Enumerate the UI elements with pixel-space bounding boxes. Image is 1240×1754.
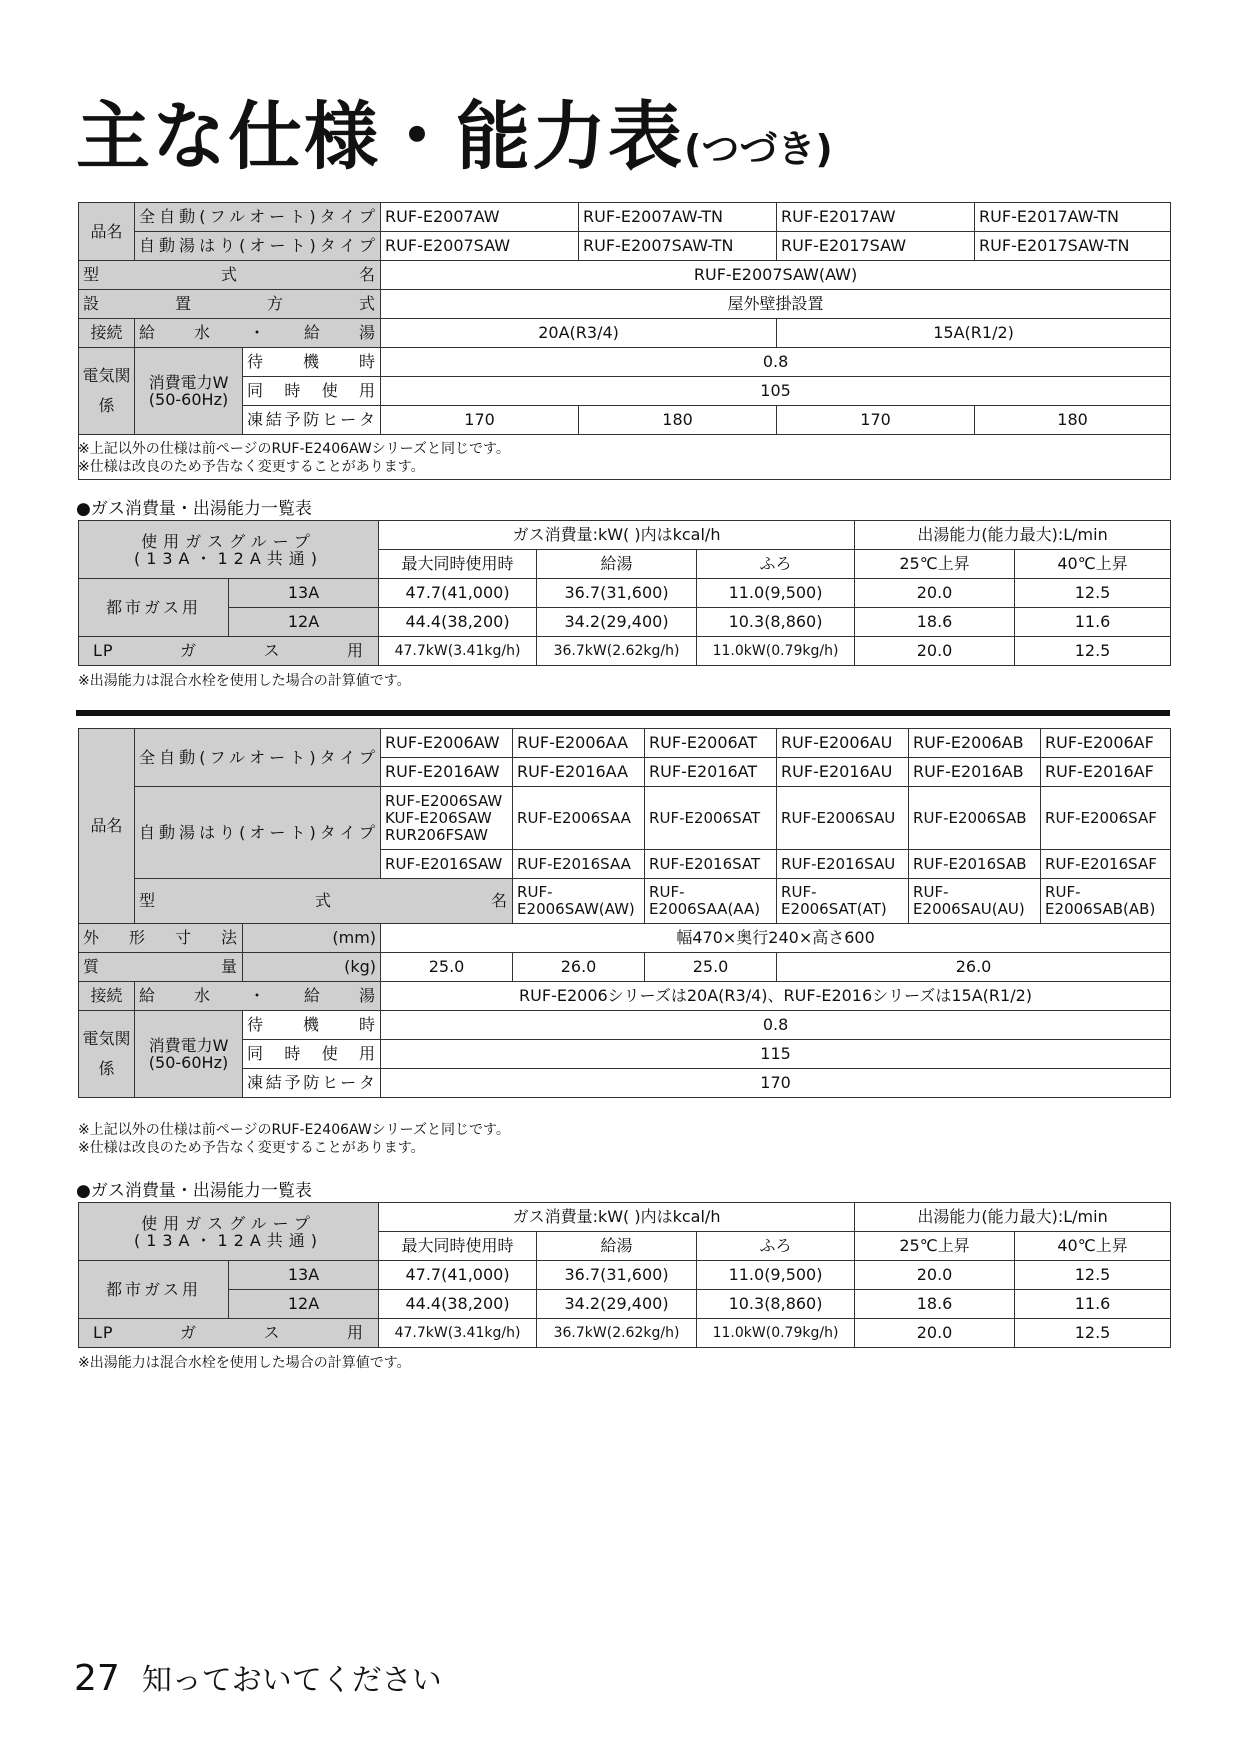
model-cell: RUF-E2016SAA	[513, 850, 645, 879]
toketsu-value: 170	[381, 1069, 1171, 1098]
katashiki-line: RUF-	[517, 883, 553, 901]
full-auto-label: 全自動(フルオート)タイプ	[135, 203, 381, 232]
consumption-header: ガス消費量:kW( )内はkcal/h	[379, 1203, 855, 1232]
taiki-value: 0.8	[381, 1011, 1171, 1040]
katashiki-label: 型式名	[79, 261, 381, 290]
doji-label: 同時使用	[243, 1040, 381, 1069]
taiki-value: 0.8	[381, 348, 1171, 377]
gas-note: ※出湯能力は混合水栓を使用した場合の計算値です。	[78, 673, 411, 689]
gas-value: 47.7(41,000)	[379, 1261, 537, 1290]
gas-type-label: 13A	[229, 1261, 379, 1290]
gas-table-2	[78, 1202, 1171, 1348]
note-line: ※上記以外の仕様は前ページのRUF-E2406AWシリーズと同じです。	[78, 1122, 510, 1138]
gas-value: 20.0	[855, 637, 1015, 666]
auto-label: 自動湯はり(オート)タイプ	[135, 787, 381, 879]
gas-value: 11.6	[1015, 608, 1171, 637]
section-divider	[76, 710, 1170, 716]
gas-group-line2: (13A・12A共通)	[133, 548, 324, 568]
kyusui-value: 20A(R3/4)	[381, 319, 777, 348]
model-cell: RUF-E2016SAF	[1041, 850, 1171, 879]
shohi-text: 消費電力W	[148, 1036, 229, 1055]
gas-group-line1: 使用ガスグループ	[141, 1213, 316, 1233]
setchi-label: 設置方式	[79, 290, 381, 319]
gas-value: 10.3(8,860)	[697, 1290, 855, 1319]
katashiki-value	[909, 879, 1041, 924]
model-cell: RUF-E2017SAW-TN	[975, 232, 1171, 261]
footer-text: 知っておいてください	[141, 1663, 442, 1698]
setsuzoku-label: 接続	[79, 982, 135, 1011]
city-gas-label: 都市ガス用	[79, 1261, 229, 1319]
model-cell: RUF-E2007SAW-TN	[579, 232, 777, 261]
note-line: ※仕様は改良のため予告なく変更することがあります。	[78, 1140, 425, 1156]
model-cell: RUF-E2007AW	[381, 203, 579, 232]
gas-group-line2: (13A・12A共通)	[133, 1230, 324, 1250]
gas-value: 36.7(31,600)	[537, 579, 697, 608]
katashiki-line: RUF-	[1045, 883, 1081, 901]
katashiki-line: RUF-	[649, 883, 685, 901]
gas-value: 11.0kW(0.79kg/h)	[697, 637, 855, 666]
model-cell: RUF-E2006SAF	[1041, 787, 1171, 850]
taiki-label: 待機時	[243, 1011, 381, 1040]
sub-header: ふろ	[697, 1232, 855, 1261]
gaikei-label: 外形寸法	[79, 924, 243, 953]
page-title-sub: (つづき)	[684, 127, 833, 171]
model-cell: RUF-E2016SAU	[777, 850, 909, 879]
gas-type-label: 12A	[229, 1290, 379, 1319]
katashiki-line: RUF-	[913, 883, 949, 901]
gas-value: 47.7kW(3.41kg/h)	[379, 637, 537, 666]
katashiki-line: E2006SAT(AT)	[781, 900, 887, 918]
page-title	[76, 78, 833, 184]
model-cell: RUF-E2006AW	[381, 729, 513, 758]
gas-value: 10.3(8,860)	[697, 608, 855, 637]
toketsu-value: 180	[579, 406, 777, 435]
model-cell: RUF-E2017AW	[777, 203, 975, 232]
setchi-value: 屋外壁掛設置	[381, 290, 1171, 319]
kyusui-value: RUF-E2006シリーズは20A(R3/4)、RUF-E2016シリーズは15A(R1/2)	[381, 982, 1171, 1011]
hinmei-label: 品名	[79, 729, 135, 924]
sub-header: 40℃上昇	[1015, 1232, 1171, 1261]
sub-header: 25℃上昇	[855, 550, 1015, 579]
shohi-text: 消費電力W	[148, 373, 229, 392]
shohi-label	[135, 348, 243, 435]
toketsu-value: 170	[777, 406, 975, 435]
model-cell: RUF-E2016AF	[1041, 758, 1171, 787]
katashiki-line: E2006SAA(AA)	[649, 900, 761, 918]
hz-text: (50-60Hz)	[148, 1053, 229, 1072]
sub-header: 25℃上昇	[855, 1232, 1015, 1261]
gas-type-label: 13A	[229, 579, 379, 608]
gas-group-label	[79, 521, 379, 579]
katashiki-label: 型式名	[135, 879, 513, 924]
katashiki-value	[777, 879, 909, 924]
kyusui-value: 15A(R1/2)	[777, 319, 1171, 348]
model-cell: RUF-E2016AA	[513, 758, 645, 787]
gaikei-value: 幅470×奥行240×高さ600	[381, 924, 1171, 953]
model-cell: RUF-E2006AA	[513, 729, 645, 758]
model-cell: RUF-E2006AU	[777, 729, 909, 758]
katashiki-line: E2006SAU(AU)	[913, 900, 1025, 918]
doji-label: 同時使用	[243, 377, 381, 406]
model-cell: RUF-E2007AW-TN	[579, 203, 777, 232]
gas-value: 20.0	[855, 1319, 1015, 1348]
full-auto-label: 全自動(フルオート)タイプ	[135, 729, 381, 787]
katashiki-line: RUF-	[781, 883, 817, 901]
gas-type-label: 12A	[229, 608, 379, 637]
gas-value: 11.6	[1015, 1290, 1171, 1319]
taiki-label: 待機時	[243, 348, 381, 377]
model-cell: RUF-E2006SAA	[513, 787, 645, 850]
hz-text: (50-60Hz)	[148, 390, 229, 409]
model-cell: RUF-E2006AF	[1041, 729, 1171, 758]
gas-value: 12.5	[1015, 579, 1171, 608]
gas-note: ※出湯能力は混合水栓を使用した場合の計算値です。	[78, 1355, 411, 1371]
model-line: RUR206FSAW	[385, 825, 488, 844]
gas-section-title: ●ガス消費量・出湯能力一覧表	[76, 1181, 312, 1201]
katashiki-line: E2006SAB(AB)	[1045, 900, 1156, 918]
spec-table-1	[78, 202, 1171, 480]
gas-value: 11.0(9,500)	[697, 579, 855, 608]
gas-value: 47.7kW(3.41kg/h)	[379, 1319, 537, 1348]
katashiki-value	[1041, 879, 1171, 924]
gas-value: 36.7(31,600)	[537, 1261, 697, 1290]
lp-gas-label: LPガス用	[79, 1319, 379, 1348]
shitsuryo-value: 26.0	[513, 953, 645, 982]
sub-header: 40℃上昇	[1015, 550, 1171, 579]
gas-section-title: ●ガス消費量・出湯能力一覧表	[76, 499, 312, 519]
capacity-header: 出湯能力(能力最大):L/min	[855, 1203, 1171, 1232]
gas-value: 12.5	[1015, 637, 1171, 666]
note-line: ※仕様は改良のため予告なく変更することがあります。	[78, 459, 425, 475]
model-cell: RUF-E2006SAU	[777, 787, 909, 850]
sub-header: 給湯	[537, 550, 697, 579]
setsuzoku-label: 接続	[79, 319, 135, 348]
gas-value: 36.7kW(2.62kg/h)	[537, 637, 697, 666]
sub-header: 最大同時使用時	[379, 1232, 537, 1261]
spec-table-2	[78, 728, 1171, 1098]
model-cell: RUF-E2007SAW	[381, 232, 579, 261]
shohi-label	[135, 1011, 243, 1098]
gas-group-label	[79, 1203, 379, 1261]
note-line: ※上記以外の仕様は前ページのRUF-E2406AWシリーズと同じです。	[78, 441, 510, 457]
gas-table-1	[78, 520, 1171, 666]
toketsu-value: 170	[381, 406, 579, 435]
gas-value: 20.0	[855, 1261, 1015, 1290]
model-cell: RUF-E2016AU	[777, 758, 909, 787]
page-number: 27	[74, 1658, 120, 1699]
kyusui-label: 給水・給湯	[135, 982, 381, 1011]
toketsu-label: 凍結予防ヒータ	[243, 1069, 381, 1098]
gas-value: 47.7(41,000)	[379, 579, 537, 608]
model-line: RUF-E2006SAW	[385, 791, 503, 810]
katashiki-value	[645, 879, 777, 924]
gas-value: 20.0	[855, 579, 1015, 608]
katashiki-value: RUF-E2007SAW(AW)	[381, 261, 1171, 290]
gas-value: 12.5	[1015, 1319, 1171, 1348]
model-cell: RUF-E2016AB	[909, 758, 1041, 787]
model-cell: RUF-E2017AW-TN	[975, 203, 1171, 232]
gas-value: 12.5	[1015, 1261, 1171, 1290]
gas-value: 36.7kW(2.62kg/h)	[537, 1319, 697, 1348]
lp-gas-label: LPガス用	[79, 637, 379, 666]
shitsuryo-value: 25.0	[381, 953, 513, 982]
model-cell: RUF-E2006SAB	[909, 787, 1041, 850]
auto-label: 自動湯はり(オート)タイプ	[135, 232, 381, 261]
gas-value: 11.0kW(0.79kg/h)	[697, 1319, 855, 1348]
gas-value: 34.2(29,400)	[537, 1290, 697, 1319]
model-cell: RUF-E2016SAB	[909, 850, 1041, 879]
page-title-main: 主な仕様・能力表	[76, 94, 684, 180]
gas-value: 44.4(38,200)	[379, 608, 537, 637]
shitsuryo-value: 25.0	[645, 953, 777, 982]
katashiki-line: E2006SAW(AW)	[517, 900, 635, 918]
model-cell: RUF-E2017SAW	[777, 232, 975, 261]
shitsuryo-label: 質量	[79, 953, 243, 982]
kyusui-label: 給水・給湯	[135, 319, 381, 348]
model-cell: RUF-E2016SAT	[645, 850, 777, 879]
gas-value: 34.2(29,400)	[537, 608, 697, 637]
denki-label: 電気関係	[79, 348, 135, 435]
model-cell: RUF-E2006AB	[909, 729, 1041, 758]
model-cell: RUF-E2016SAW	[381, 850, 513, 879]
toketsu-label: 凍結予防ヒータ	[243, 406, 381, 435]
city-gas-label: 都市ガス用	[79, 579, 229, 637]
gas-value: 18.6	[855, 1290, 1015, 1319]
consumption-header: ガス消費量:kW( )内はkcal/h	[379, 521, 855, 550]
shitsuryo-value: 26.0	[777, 953, 1171, 982]
model-cell: RUF-E2006SAT	[645, 787, 777, 850]
toketsu-value: 180	[975, 406, 1171, 435]
doji-value: 115	[381, 1040, 1171, 1069]
katashiki-value	[513, 879, 645, 924]
denki-label: 電気関係	[79, 1011, 135, 1098]
model-cell: RUF-E2016AW	[381, 758, 513, 787]
sub-header: 給湯	[537, 1232, 697, 1261]
doji-value: 105	[381, 377, 1171, 406]
gas-group-line1: 使用ガスグループ	[141, 531, 316, 551]
shitsuryo-unit: (kg)	[243, 953, 381, 982]
model-cell-multi	[381, 787, 513, 850]
gas-value: 11.0(9,500)	[697, 1261, 855, 1290]
gas-value: 18.6	[855, 608, 1015, 637]
model-line: KUF-E206SAW	[385, 808, 492, 827]
model-cell: RUF-E2016AT	[645, 758, 777, 787]
page-footer	[74, 1655, 442, 1699]
sub-header: ふろ	[697, 550, 855, 579]
model-cell: RUF-E2006AT	[645, 729, 777, 758]
capacity-header: 出湯能力(能力最大):L/min	[855, 521, 1171, 550]
hinmei-label: 品名	[79, 203, 135, 261]
gaikei-unit: (mm)	[243, 924, 381, 953]
gas-value: 44.4(38,200)	[379, 1290, 537, 1319]
sub-header: 最大同時使用時	[379, 550, 537, 579]
